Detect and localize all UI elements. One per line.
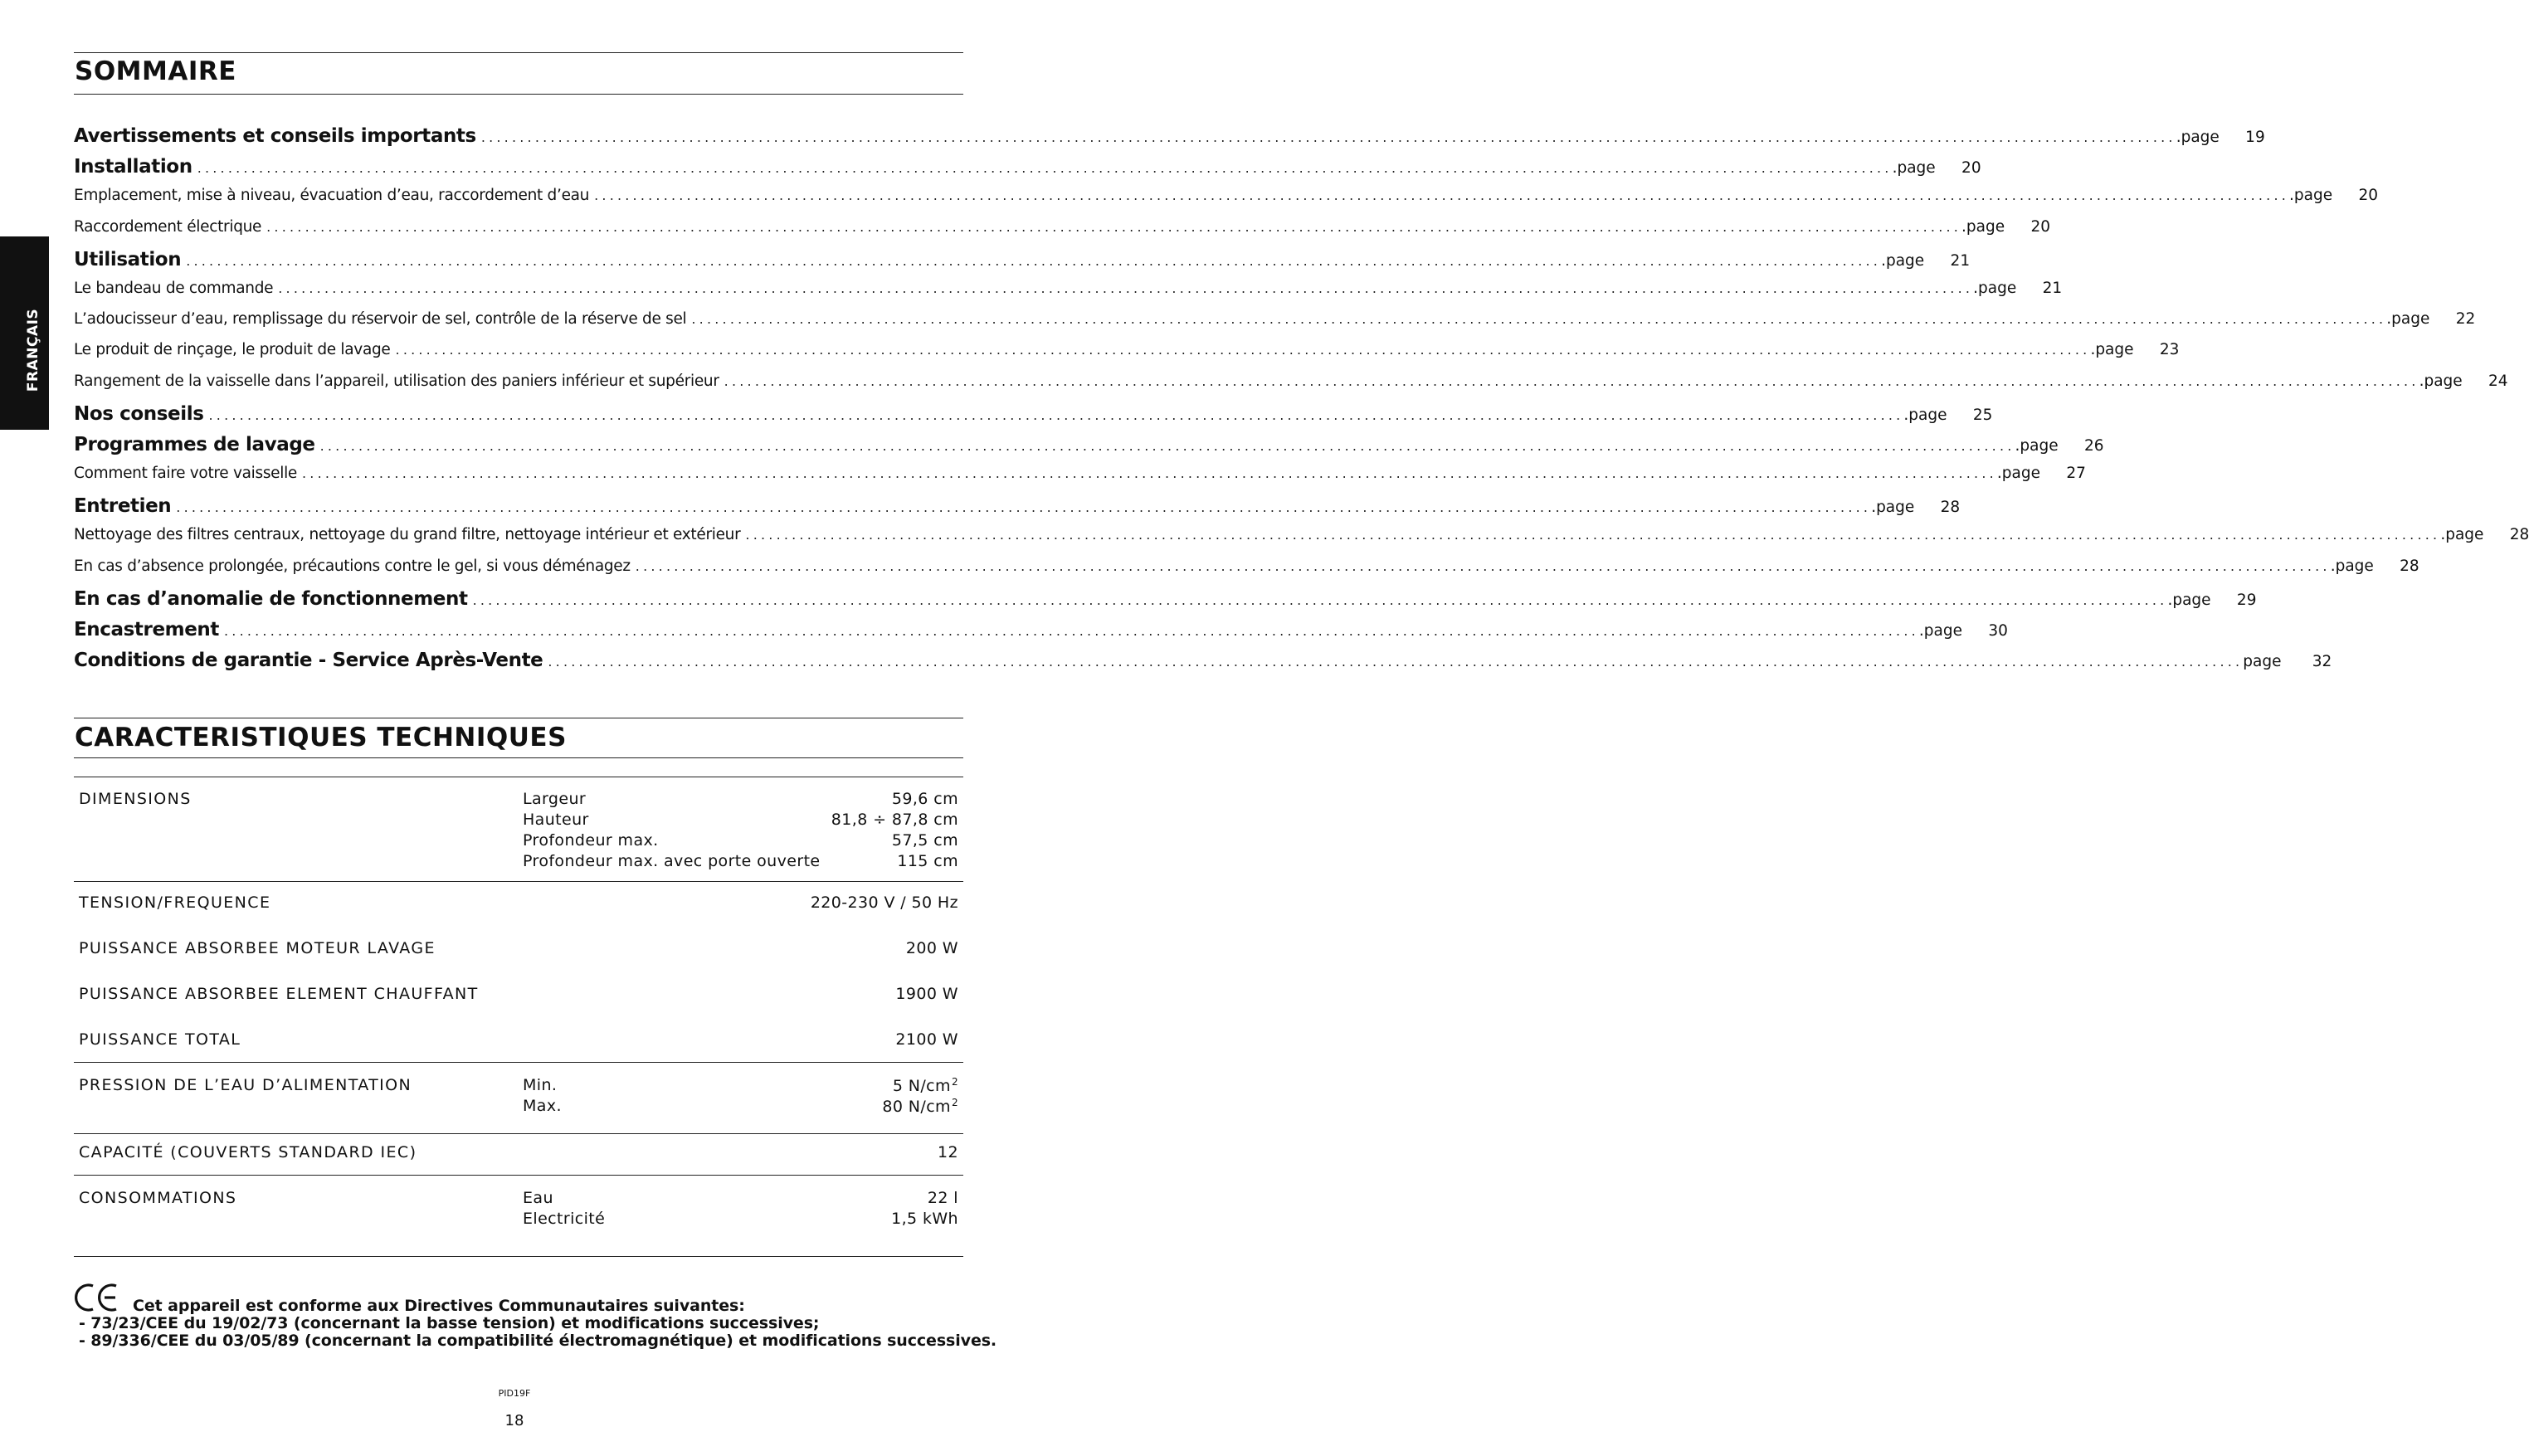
- toc-entry-title: Emplacement, mise à niveau, évacuation d’eau, raccordement d’eau: [74, 187, 590, 205]
- spec-dimensions-row: [523, 811, 958, 831]
- unit-exponent: 2: [951, 1097, 958, 1108]
- toc-entry-title: Comment faire votre vaisselle: [74, 465, 297, 483]
- spec-puissance-total-value: 2100 W: [895, 1030, 958, 1049]
- spec-puissance-moteur-label: PUISSANCE ABSORBEE MOTEUR LAVAGE: [79, 939, 436, 957]
- specs-title: CARACTERISTIQUES TECHNIQUES: [75, 723, 567, 752]
- spec-dimensions-row: [523, 790, 958, 811]
- document-code: PID19F: [498, 1388, 531, 1399]
- spec-consommation-elec-value: 1,5 kWh: [891, 1210, 958, 1228]
- toc-page-number: 19: [2245, 129, 2265, 146]
- spec-dimension-value: 115 cm: [897, 852, 958, 870]
- spec-dimension-name: Largeur: [523, 790, 587, 808]
- toc-entry: [74, 217, 2051, 249]
- toc-page-word: .page: [2167, 591, 2211, 609]
- toc-entry: [74, 495, 1961, 526]
- spec-consommation-elec-row: [523, 1210, 958, 1230]
- toc-dot-leader: ............................................................................................................................................................................................................................: [745, 527, 2441, 543]
- toc-page-word: .page: [1871, 499, 1915, 517]
- spec-puissance-element-value: 1900 W: [895, 985, 958, 1003]
- toc-page-number: 27: [2066, 465, 2086, 483]
- toc-dot-leader: ............................................................................................................................................................................................................................: [197, 160, 1893, 177]
- toc-dot-leader: ............................................................................................................................................................................................................................: [635, 558, 2331, 574]
- toc-page-word: .page: [2386, 310, 2430, 329]
- toc-dot-leader: ............................................................................................................................................................................................................................: [691, 311, 2387, 328]
- spec-consommations-label: CONSOMMATIONS: [79, 1189, 237, 1207]
- toc-dot-leader: ............................................................................................................................................................................................................................: [278, 280, 1974, 296]
- toc-page-word: .page: [1881, 251, 1925, 270]
- toc-dot-leader: ............................................................................................................................................................................................................................: [208, 407, 1904, 423]
- spec-consommation-elec-label: Electricité: [523, 1210, 606, 1228]
- toc-entry: [74, 125, 2265, 156]
- toc-entry: [74, 156, 1981, 187]
- toc-entry: [74, 465, 2086, 495]
- toc-entry: [74, 557, 2419, 588]
- spec-consommation-eau-value: 22 l: [927, 1189, 958, 1207]
- toc-dot-leader: ............................................................................................................................................................................................................................: [480, 129, 2176, 145]
- toc-entry: [74, 248, 1971, 280]
- spec-dimensions-label: DIMENSIONS: [79, 790, 192, 808]
- toc-dot-leader: ............................................................................................................................................................................................................................: [472, 592, 2168, 608]
- conformity-statement: Cet appareil est conforme aux Directives Communautaires suivantes:: [133, 1297, 745, 1315]
- toc-page-number: 28: [2509, 526, 2529, 544]
- spec-tension-value: 220-230 V / 50 Hz: [810, 894, 958, 912]
- toc-entry: [74, 526, 2529, 557]
- toc-page-number: 21: [1950, 251, 1971, 270]
- toc-page-number: 23: [2159, 341, 2180, 359]
- spec-divider: [74, 1133, 963, 1134]
- toc-page-number: 28: [1940, 499, 1961, 517]
- sommaire-title: SOMMAIRE: [75, 56, 236, 86]
- spec-puissance-moteur-value: 200 W: [905, 939, 958, 957]
- toc-page-word: .page: [2330, 557, 2374, 575]
- toc-page-number: 28: [2400, 557, 2419, 575]
- toc-page-number: 26: [2083, 436, 2104, 455]
- toc-page-word: .page: [1892, 159, 1936, 178]
- table-of-contents: [74, 125, 2529, 680]
- toc-entry: [74, 310, 2476, 341]
- toc-page-word: .page: [1961, 217, 2005, 236]
- toc-dot-leader: ............................................................................................................................................................................................................................: [319, 437, 2015, 454]
- spec-capacite-value: 12: [938, 1143, 958, 1161]
- spec-divider: [74, 1175, 963, 1176]
- toc-entry-title: En cas d’absence prolongée, précautions contre le gel, si vous déménagez: [74, 557, 631, 575]
- toc-page-word: .page: [2440, 526, 2484, 544]
- toc-entry-title: Entretien: [74, 495, 172, 518]
- toc-dot-leader: ............................................................................................................................................................................................................................: [266, 218, 1962, 235]
- toc-dot-leader: ............................................................................................................................................................................................................................: [176, 499, 1872, 516]
- toc-page-number: 24: [2488, 372, 2508, 390]
- toc-entry-title: Utilisation: [74, 248, 182, 270]
- spec-dimensions-row: [523, 852, 958, 873]
- toc-dot-leader: ............................................................................................................................................................................................................................: [186, 252, 1882, 269]
- spec-dimension-name: Hauteur: [523, 811, 589, 829]
- toc-entry: [74, 341, 2180, 372]
- ce-mark-icon: [75, 1282, 119, 1313]
- conformity-directive-low-voltage: - 73/23/CEE du 19/02/73 (concernant la basse tension) et modifications successives;: [79, 1314, 820, 1332]
- toc-entry: [74, 650, 2332, 680]
- toc-entry: [74, 402, 1993, 434]
- toc-page-number: 25: [1972, 406, 1993, 424]
- toc-entry-title: Raccordement électrique: [74, 217, 262, 236]
- spec-divider: [74, 881, 963, 882]
- toc-dot-leader: ............................................................................................................................................................................................................................: [548, 654, 2244, 670]
- toc-dot-leader: ............................................................................................................................................................................................................................: [302, 465, 1997, 482]
- sommaire-top-rule: [74, 52, 963, 53]
- toc-page-number: 20: [1961, 159, 1981, 178]
- spec-dimension-value: 59,6 cm: [891, 790, 958, 808]
- toc-entry-title: Programmes de lavage: [74, 433, 315, 455]
- spec-divider: [74, 1062, 963, 1063]
- spec-pression-min-value: 5 N/cm: [892, 1077, 951, 1095]
- toc-entry-title: Le bandeau de commande: [74, 279, 274, 297]
- toc-entry-title: Installation: [74, 156, 192, 178]
- toc-entry: [74, 433, 2104, 465]
- toc-entry-title: Rangement de la vaisselle dans l’appareil, utilisation des paniers inférieur et supérieur: [74, 372, 719, 390]
- toc-page-word: .page: [2015, 436, 2059, 455]
- toc-entry-title: Nos conseils: [74, 402, 204, 425]
- language-tab-label: FRANÇAIS: [25, 308, 41, 392]
- toc-entry-title: Encastrement: [74, 619, 219, 640]
- spec-pression-min-value-wrap: [893, 1076, 958, 1095]
- toc-page-word: .page: [2090, 341, 2134, 359]
- spec-capacite-label: CAPACITÉ (COUVERTS STANDARD IEC): [79, 1143, 417, 1161]
- toc-dot-leader: ............................................................................................................................................................................................................................: [224, 623, 1919, 639]
- toc-page-number: 22: [2455, 310, 2476, 329]
- conformity-directive-emc: - 89/336/CEE du 03/05/89 (concernant la compatibilité électromagnétique) et modifications successives.: [79, 1332, 997, 1350]
- toc-page-word: page: [2243, 653, 2282, 671]
- page-number: 18: [504, 1412, 524, 1429]
- spec-divider: [74, 1256, 963, 1257]
- toc-entry: [74, 619, 2008, 650]
- spec-pression-max-row: [523, 1097, 958, 1118]
- toc-dot-leader: ............................................................................................................................................................................................................................: [594, 187, 2290, 204]
- toc-dot-leader: ............................................................................................................................................................................................................................: [724, 373, 2419, 389]
- toc-page-word: .page: [1918, 622, 1962, 640]
- toc-page-word: .page: [1903, 406, 1947, 424]
- toc-entry-title: En cas d’anomalie de fonctionnement: [74, 587, 468, 610]
- sommaire-bottom-rule: [74, 94, 963, 95]
- spec-consommation-eau-row: [523, 1189, 958, 1210]
- spec-consommation-eau-label: Eau: [523, 1189, 553, 1207]
- spec-pression-max-value: 80 N/cm: [882, 1098, 951, 1116]
- toc-entry: [74, 372, 2508, 403]
- spec-dimension-value: 57,5 cm: [891, 831, 958, 850]
- toc-page-number: 29: [2236, 591, 2257, 609]
- toc-page-number: 21: [2042, 279, 2063, 297]
- unit-exponent: 2: [951, 1076, 958, 1088]
- spec-pression-label: PRESSION DE L’EAU D’ALIMENTATION: [79, 1076, 412, 1094]
- toc-page-number: 32: [2312, 653, 2332, 671]
- spec-dimension-name: Profondeur max.: [523, 831, 659, 850]
- specs-title-bottom-rule: [74, 757, 963, 758]
- toc-page-word: .page: [2289, 187, 2333, 205]
- toc-entry-title: Nettoyage des filtres centraux, nettoyage du grand filtre, nettoyage intérieur et extérieur: [74, 526, 741, 544]
- spec-pression-min-row: [523, 1076, 958, 1097]
- spec-pression-max-value-wrap: [882, 1097, 958, 1116]
- toc-entry-title: Conditions de garantie - Service Après-Vente: [74, 650, 543, 672]
- toc-page-word: .page: [1973, 279, 2017, 297]
- spec-puissance-element-label: PUISSANCE ABSORBEE ELEMENT CHAUFFANT: [79, 985, 479, 1003]
- spec-puissance-total-label: PUISSANCE TOTAL: [79, 1030, 241, 1049]
- toc-entry-title: L’adoucisseur d’eau, remplissage du réservoir de sel, contrôle de la réserve de sel: [74, 310, 687, 329]
- spec-dimension-value: 81,8 ÷ 87,8 cm: [831, 811, 958, 829]
- toc-page-number: 20: [2030, 217, 2051, 236]
- toc-entry: [74, 587, 2257, 619]
- toc-entry-title: Avertissements et conseils importants: [74, 125, 476, 147]
- spec-dimension-name: Profondeur max. avec porte ouverte: [523, 852, 821, 870]
- toc-dot-leader: ............................................................................................................................................................................................................................: [395, 342, 2091, 358]
- toc-entry: [74, 279, 2063, 310]
- spec-pression-max-label: Max.: [523, 1097, 562, 1115]
- toc-page-number: 30: [1988, 622, 2008, 640]
- spec-dimensions-row: [523, 831, 958, 852]
- spec-pression-min-label: Min.: [523, 1076, 558, 1094]
- spec-tension-label: TENSION/FREQUENCE: [79, 894, 271, 912]
- toc-entry: [74, 187, 2379, 217]
- toc-entry-title: Le produit de rinçage, le produit de lavage: [74, 341, 391, 359]
- toc-page-word: .page: [1996, 465, 2040, 483]
- toc-page-number: 20: [2358, 187, 2379, 205]
- toc-page-word: .page: [2176, 129, 2220, 146]
- toc-page-word: .page: [2419, 372, 2463, 390]
